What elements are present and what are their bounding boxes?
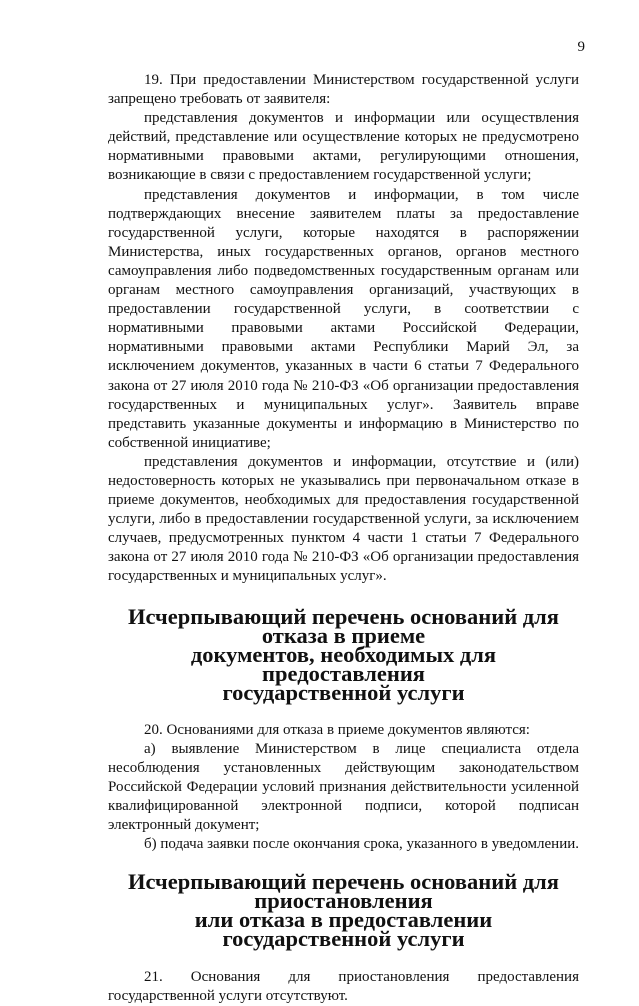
clause-19-item-3: представления документов и информации, отсутствие и (или) недостоверность которых не указывались при первоначальном отказе в приеме документов, необходимых для предоставления государственной услуги, либо в предоставлении государственной услуги, за исключением случаев, предусмотренных пунктом 4 части 1 статьи 7 Федерального закона от 27 июля 2010 года № 210-ФЗ «Об организации предоставления государственных и муниципальных услуг». [108,453,579,585]
clause-19-item-1: представления документов и информации или осуществления действий, представление или осуществление которых не предусмотрено нормативными правовыми актами, регулирующими отношения, возникающие в связи с предоставлением государственной услуги; [108,110,579,184]
clause-20-item-a: а) выявление Министерством в лице специалиста отдела несоблюдения установленных действующим законодательством Российской Федерации условий признания действительности усиленной квалифицированной электронной подписи, которой подписан электронный документ; [108,740,579,833]
section-heading-line: государственной услуги [222,679,465,705]
clause-20-item-b: б) подача заявки после окончания срока, указанного в уведомлении. [144,836,580,853]
clause-19-item-2: представления документов и информации, в том числе подтверждающих внесение заявителем платы за предоставление государственной услуги, которые находятся в распоряжении Министерства, иных государственных органов, органов местного самоуправления либо подведомственных государственным органам или органам местного самоуправления организаций, участвующих в предоставлении государственной услуги, в соответствии с нормативными правовыми актами Российской Федерации, нормативными правовыми актами Республики Марий Эл, за исключением документов, указанных в части 6 статьи 7 Федерального закона от 27 июля 2010 года № 210-ФЗ «Об организации предоставления государственных и муниципальных услуг». Заявитель вправе представить указанные документы и информацию в Министерство по собственной инициативе; [108,186,579,451]
clause-19-intro: 19. При предоставлении Министерством государственной услуги запрещено требовать от заявителя: [108,72,579,108]
document-body [108,71,579,1006]
clause-21: 21. Основания для приостановления предоставления государственной услуги отсутствуют. [108,969,579,1005]
section-heading-line: Исчерпывающий перечень оснований для отказа в приеме [128,603,559,648]
section-heading-line: Исчерпывающий перечень оснований для приостановления [128,869,559,914]
section-heading-refusal-grounds [108,603,579,705]
clause-20-intro: 20. Основаниями для отказа в приеме документов являются: [144,721,530,738]
section-heading-suspension-grounds [108,869,579,952]
section-heading-line: документов, необходимых для предоставления [190,641,497,686]
section-heading-line: или отказа в предоставлении государственной услуги [194,907,493,952]
page-number: 9 [577,39,585,55]
